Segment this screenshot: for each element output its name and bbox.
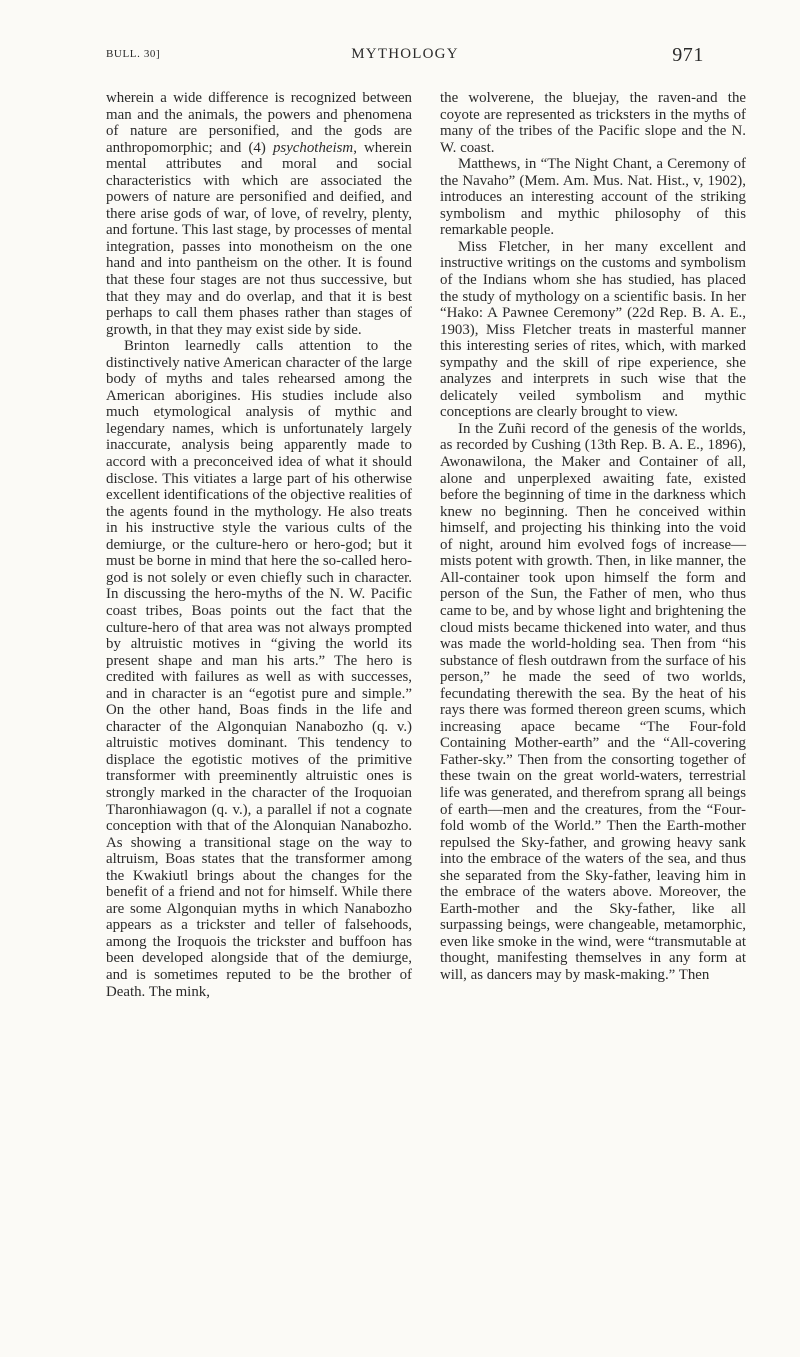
text-run: In the Zuñi record of the genesis of the worlds, as recorded by Cushing (13th Rep. B. A. E., 1896), Awonawilona, the Maker and Container of all, alone and unperplexed awaiting fate, existed before the beginning of time in the darkness which knew no beginning. Then he conceived within himself, and projecting his thinking into the void of night, around him evolved fogs of increase—mists potent with growth. Then, in like manner, the All-container took upon himself the form and person of the Sun, the Father of men, who thus came to be, and by whose light and brightening the cloud mists became thickened into water, and thus was made the world-holding sea. Then from “his substance of flesh outdrawn from the surface of his person,” he made the seed of two worlds, fecundating therewith the sea. By the heat of his rays there was formed thereon green scums, which increasing apace became “The Four-fold Containing Mother-earth” and the “All-covering Father-sky.” Then from the consorting together of these twain on the great world-waters, terrestrial life was generated, and therefrom sprang all beings of earth—men and the creatures, from the “Four-fold womb of the World.” Then the Earth-mother repulsed the Sky-father, and growing heavy sank into the embrace of the waters of the sea, and thus she separated from the Sky-father, leaving him in the embrace of the waters above. Moreover, the Earth-mother and the Sky-father, like all surpassing beings, were changeable, metamorphic, even like smoke in the wind, were “transmutable at thought, manifesting themselves in any form at will, as dancers may by mask-making.” Then bbox=[440, 420, 746, 983]
page-number: 971 bbox=[672, 44, 704, 66]
running-title: MYTHOLOGY bbox=[351, 46, 459, 62]
bulletin-reference: BULL. 30] bbox=[106, 48, 161, 60]
right-column bbox=[440, 90, 746, 984]
text-run: the wolverene, the bluejay, the raven-and the coyote are represented as tricksters in the myths of many of the tribes of the Pacific slope and the N. W. coast. bbox=[440, 90, 746, 156]
paragraph bbox=[106, 338, 412, 1000]
paragraph bbox=[440, 156, 746, 239]
paragraph bbox=[440, 90, 746, 156]
paragraph bbox=[106, 90, 412, 338]
running-header bbox=[106, 44, 704, 74]
paragraph bbox=[440, 421, 746, 984]
text-run: , wherein mental attributes and moral and social characteristics with which are associated the powers of nature are personified and deified, and there arise gods of war, of love, of revelry, plenty, and fortune. This last stage, by processes of mental integration, passes into monotheism on the one hand and into pantheism on the other. It is found that these four stages are not thus successive, but that they may and do overlap, and that it is best perhaps to call them phases rather than stages of growth, in that they may exist side by side. bbox=[106, 139, 412, 338]
paragraph bbox=[440, 239, 746, 421]
text-run: Miss Fletcher, in her many excellent and instructive writings on the customs and symbolism of the Indians whom she has studied, has placed the study of mythology on a scientific basis. In her “Hako: A Pawnee Ceremony” (22d Rep. B. A. E., 1903), Miss Fletcher treats in masterful manner this interesting series of rites, which, with marked sympathy and the skill of ripe experience, she analyzes and interprets in such wise that the delicately veiled symbolism and mythic conceptions are clearly brought to view. bbox=[440, 238, 746, 421]
text-run: Brinton learnedly calls attention to the distinctively native American character of the large body of myths and tales rehearsed among the American aborigines. His studies include also much etymological analysis of mythic and legendary names, which is unfortunately largely inaccurate, analysis being apparently made to accord with a preconceived idea of what it should disclose. This vitiates a large part of his otherwise excellent identifications of the objective realities of the agents found in the mythology. He also treats in his instructive style the various cults of the demiurge, or the culture-hero or hero-god; but it must be borne in mind that here the so-called hero-god is not solely or even chiefly such in character. In discussing the hero-myths of the N. W. Pacific coast tribes, Boas points out the fact that the culture-hero of that area was not always prompted by altruistic motives in “giving the world its present shape and man his arts.” The hero is credited with failures as well as with successes, and in character is an “egotist pure and simple.” On the other hand, Boas finds in the life and character of the Algonquian Nanabozho (q. v.) altruistic motives dominant. This tendency to displace the egotistic motives of the primitive transformer with preeminently altruistic ones is strongly marked in the character of the Iroquoian Tharonhiawagon (q. v.), a parallel if not a cognate conception with that of the Alonquian Nanabozho. As showing a transitional stage on the way to altruism, Boas states that the transformer among the Kwakiutl brings about the changes for the benefit of a friend and not for himself. While there are some Algonquian myths in which Nanabozho appears as a trickster and teller of falsehoods, among the Iroquois the trickster and buffoon has been developed alongside that of the demiurge, and is sometimes reputed to be the brother of Death. The mink, bbox=[106, 338, 412, 1000]
italic-term: psychotheism bbox=[272, 139, 354, 156]
left-column bbox=[106, 90, 412, 1000]
text-run: Matthews, in “The Night Chant, a Ceremony of the Navaho” (Mem. Am. Mus. Nat. Hist., v, 1902), introduces an interesting account of the striking symbolism and mythic philosophy of this remarkable people. bbox=[440, 156, 746, 239]
text-run: wherein a wide difference is recognized between man and the animals, the powers and phenomena of nature are personified, and the gods are anthropomorphic; and (4) bbox=[106, 90, 412, 156]
